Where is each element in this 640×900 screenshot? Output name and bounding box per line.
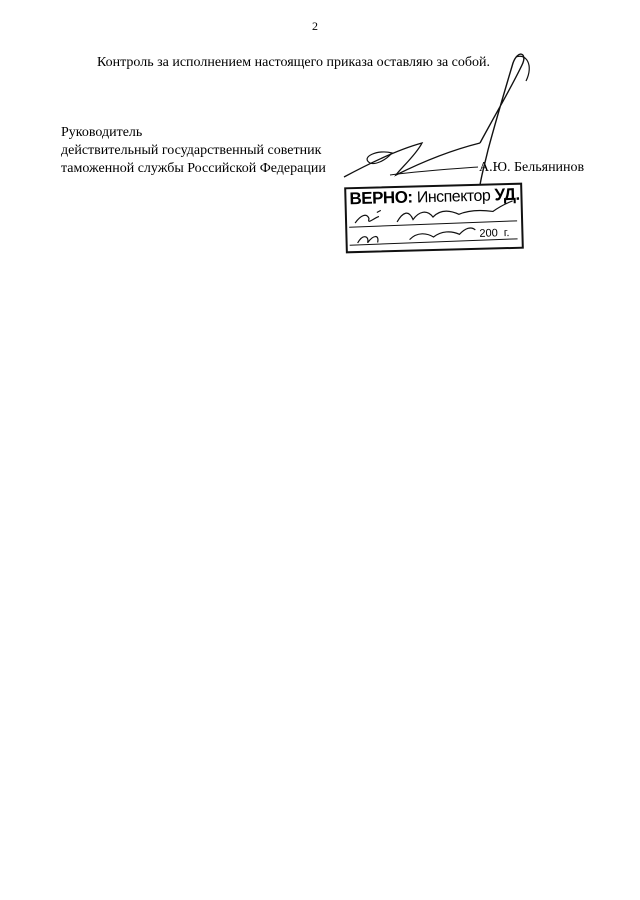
signer-title-line-1: Руководитель xyxy=(61,125,143,140)
page-number: 2 xyxy=(312,19,318,33)
signer-title-line-2: действительный государственный советник xyxy=(61,143,322,158)
stamp-year-suffix: г. xyxy=(503,227,510,240)
certification-stamp xyxy=(344,183,524,254)
stamp-unit: УД. xyxy=(494,184,520,205)
stamp-year xyxy=(479,227,509,240)
stamp-year-value: 200 xyxy=(479,227,498,240)
stamp-inspector: Инспектор xyxy=(416,187,491,207)
signer-title-line-3: таможенной службы Российской Федерации xyxy=(61,161,326,176)
signer-name: А.Ю. Бельянинов xyxy=(479,160,585,175)
control-statement: Контроль за исполнением настоящего приказа оставляю за собой. xyxy=(97,55,491,70)
handwritten-signature xyxy=(330,45,550,195)
stamp-handwriting xyxy=(346,185,526,256)
stamp-verno: ВЕРНО: xyxy=(349,187,413,209)
signer-title-block xyxy=(61,124,326,178)
